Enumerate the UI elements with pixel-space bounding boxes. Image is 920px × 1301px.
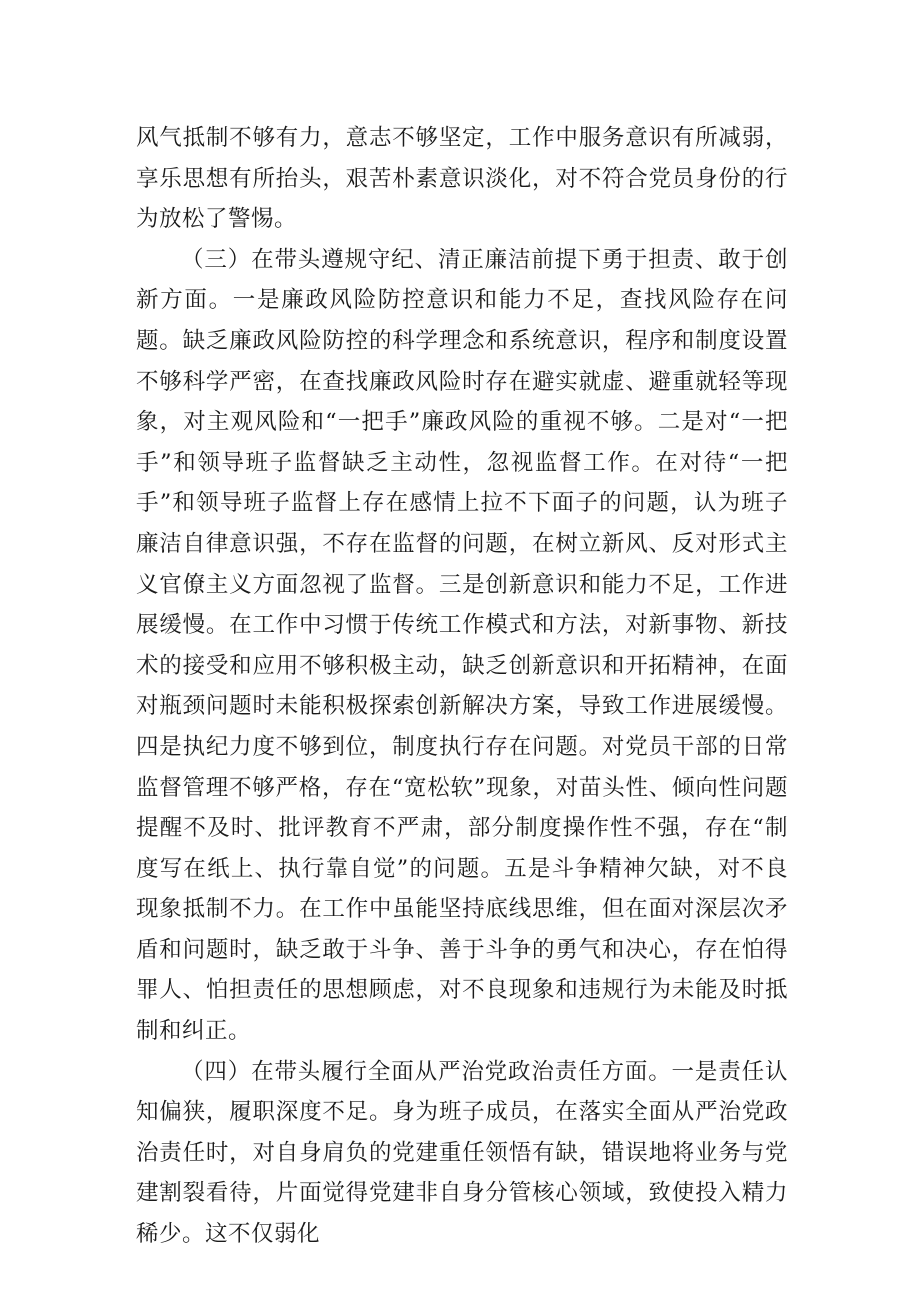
paragraph-section-three: （三）在带头遵规守纪、清正廉洁前提下勇于担责、敢于创新方面。一是廉政风险防控意识和能力不足，查找风险存在问题。缺乏廉政风险防控的科学理念和系统意识，程序和制度设置不够科学严密，在查找廉政风险时存在避实就虚、避重就轻等现象，对主观风险和“一把手”廉政风险的重视不够。二是对“一把手”和领导班子监督缺乏主动性，忽视监督工作。在对待“一把手”和领导班子监督上存在感情上拉不下面子的问题，认为班子廉洁自律意识强，不存在监督的问题，在树立新风、反对形式主义官僚主义方面忽视了监督。三是创新意识和能力不足，工作进展缓慢。在工作中习惯于传统工作模式和方法，对新事物、新技术的接受和应用不够积极主动，缺乏创新意识和开拓精神，在面对瓶颈问题时未能积极探索创新解决方案，导致工作进展缓慢。四是执纪力度不够到位，制度执行存在问题。对党员干部的日常监督管理不够严格，存在“宽松软”现象，对苗头性、倾向性问题提醒不及时、批评教育不严肃，部分制度操作性不强，存在“制度写在纸上、执行靠自觉”的问题。五是斗争精神欠缺，对不良现象抵制不力。在工作中虽能坚持底线思维，但在面对深层次矛盾和问题时，缺乏敢于斗争、善于斗争的勇气和决心，存在怕得罪人、怕担责任的思想顾虑，对不良现象和违规行为未能及时抵制和纠正。	[136, 246, 788, 1045]
paragraph-continuation: 风气抵制不够有力，意志不够坚定，工作中服务意识有所减弱，享乐思想有所抬头，艰苦朴素意识淡化，对不符合党员身份的行为放松了警惕。	[136, 125, 788, 233]
document-body	[136, 118, 788, 1255]
paragraph-section-four: （四）在带头履行全面从严治党政治责任方面。一是责任认知偏狭，履职深度不足。身为班子成员，在落实全面从严治党政治责任时，对自身肩负的党建重任领悟有缺，错误地将业务与党建割裂看待，片面觉得党建非自身分管核心领域，致使投入精力稀少。这不仅弱化	[136, 1058, 788, 1248]
